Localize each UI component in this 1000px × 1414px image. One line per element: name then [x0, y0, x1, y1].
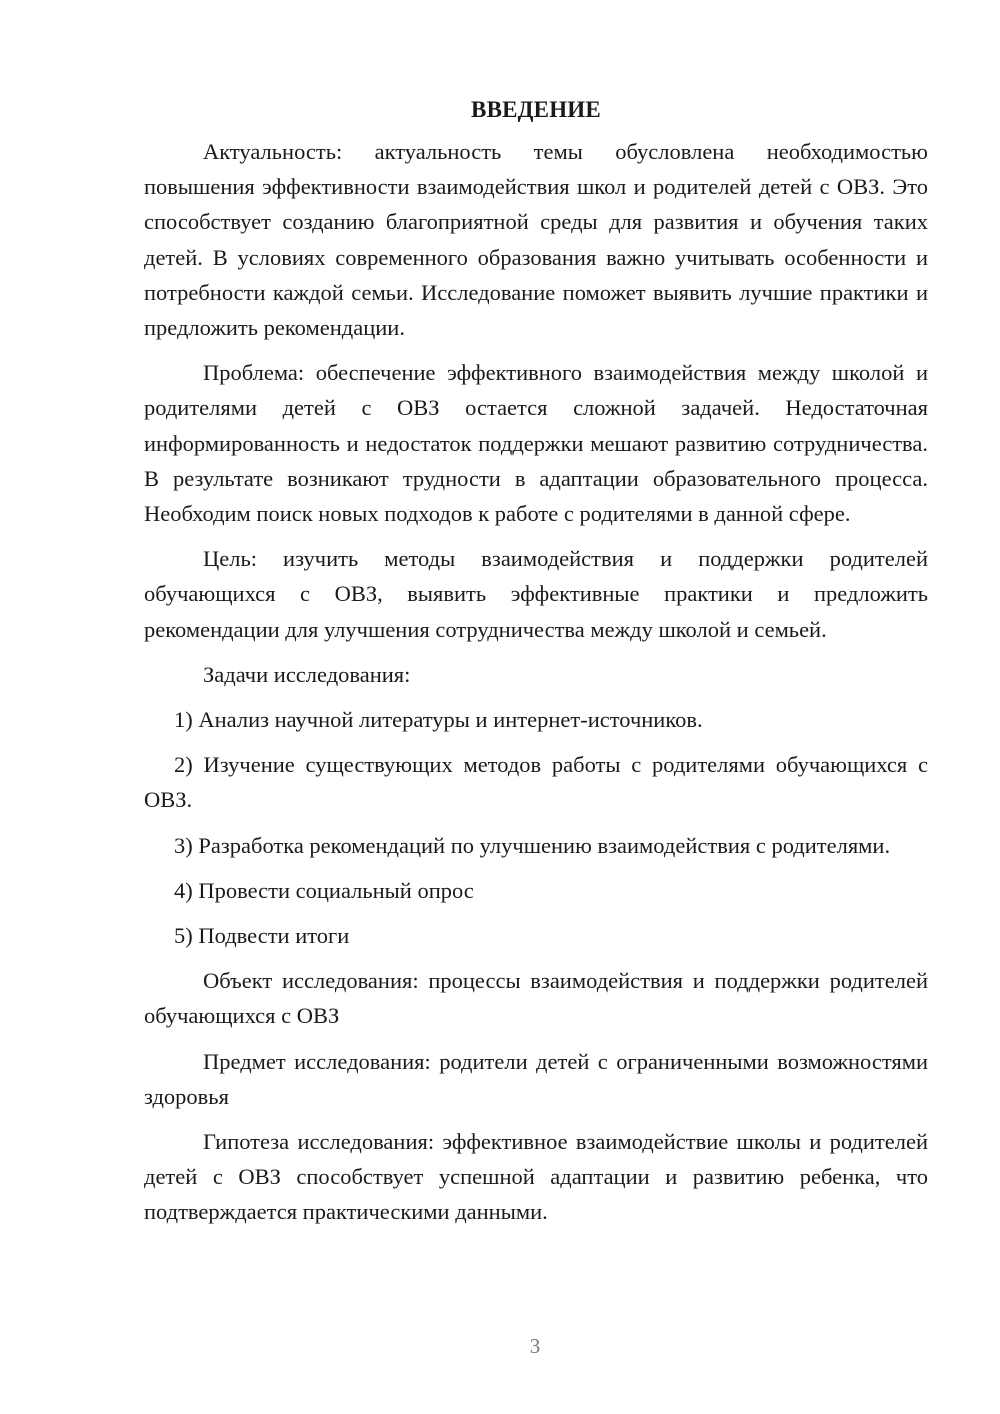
task-item-1: 1) Анализ научной литературы и интернет-источников. [174, 707, 703, 733]
task-item-4: 4) Провести социальный опрос [174, 877, 474, 903]
task-item-3: 3) Разработка рекомендаций по улучшению взаимодействия с родителями. [174, 832, 891, 858]
section-heading: ВВЕДЕНИЕ [471, 97, 601, 122]
task-item-5: 5) Подвести итоги [174, 923, 350, 949]
task-item-2: 2) Изучение существующих методов работы с родителями обучающихся с ОВЗ. [144, 752, 928, 813]
paragraph-hypothesis: Гипотеза исследования: эффективное взаимодействие школы и родителей детей с ОВЗ способствует успешной адаптации и развитию ребенка, что подтверждается практическими данными. [144, 1129, 928, 1225]
tasks-title: Задачи исследования: [203, 661, 411, 687]
paragraph-goal: Цель: изучить методы взаимодействия и поддержки родителей обучающихся с ОВЗ, выявить эффективные практики и предложить рекомендации для улучшения сотрудничества между школой и семьей. [144, 546, 928, 642]
paragraph-subject: Предмет исследования: родители детей с ограниченными возможностями здоровья [144, 1048, 928, 1109]
paragraph-problem: Проблема: обеспечение эффективного взаимодействия между школой и родителями детей с ОВЗ остается сложной задачей. Недостаточная информированность и недостаток поддержки мешают развитию сотрудничества. В результате возникают трудности в адаптации образовательного процесса. Необходим поиск новых подходов к работе с родителями в данной сфере. [144, 360, 928, 527]
page-number: 3 [529, 1334, 541, 1358]
document-body [144, 92, 928, 1240]
paragraph-object: Объект исследования: процессы взаимодействия и поддержки родителей обучающихся с ОВЗ [144, 968, 928, 1029]
paragraph-relevance: Актуальность: актуальность темы обусловлена необходимостью повышения эффективности взаимодействия школ и родителей детей с ОВЗ. Это способствует созданию благоприятной среды для развития и обучения таких детей. В условиях современного образования важно учитывать особенности и потребности каждой семьи. Исследование поможет выявить лучшие практики и предложить рекомендации. [144, 139, 928, 341]
